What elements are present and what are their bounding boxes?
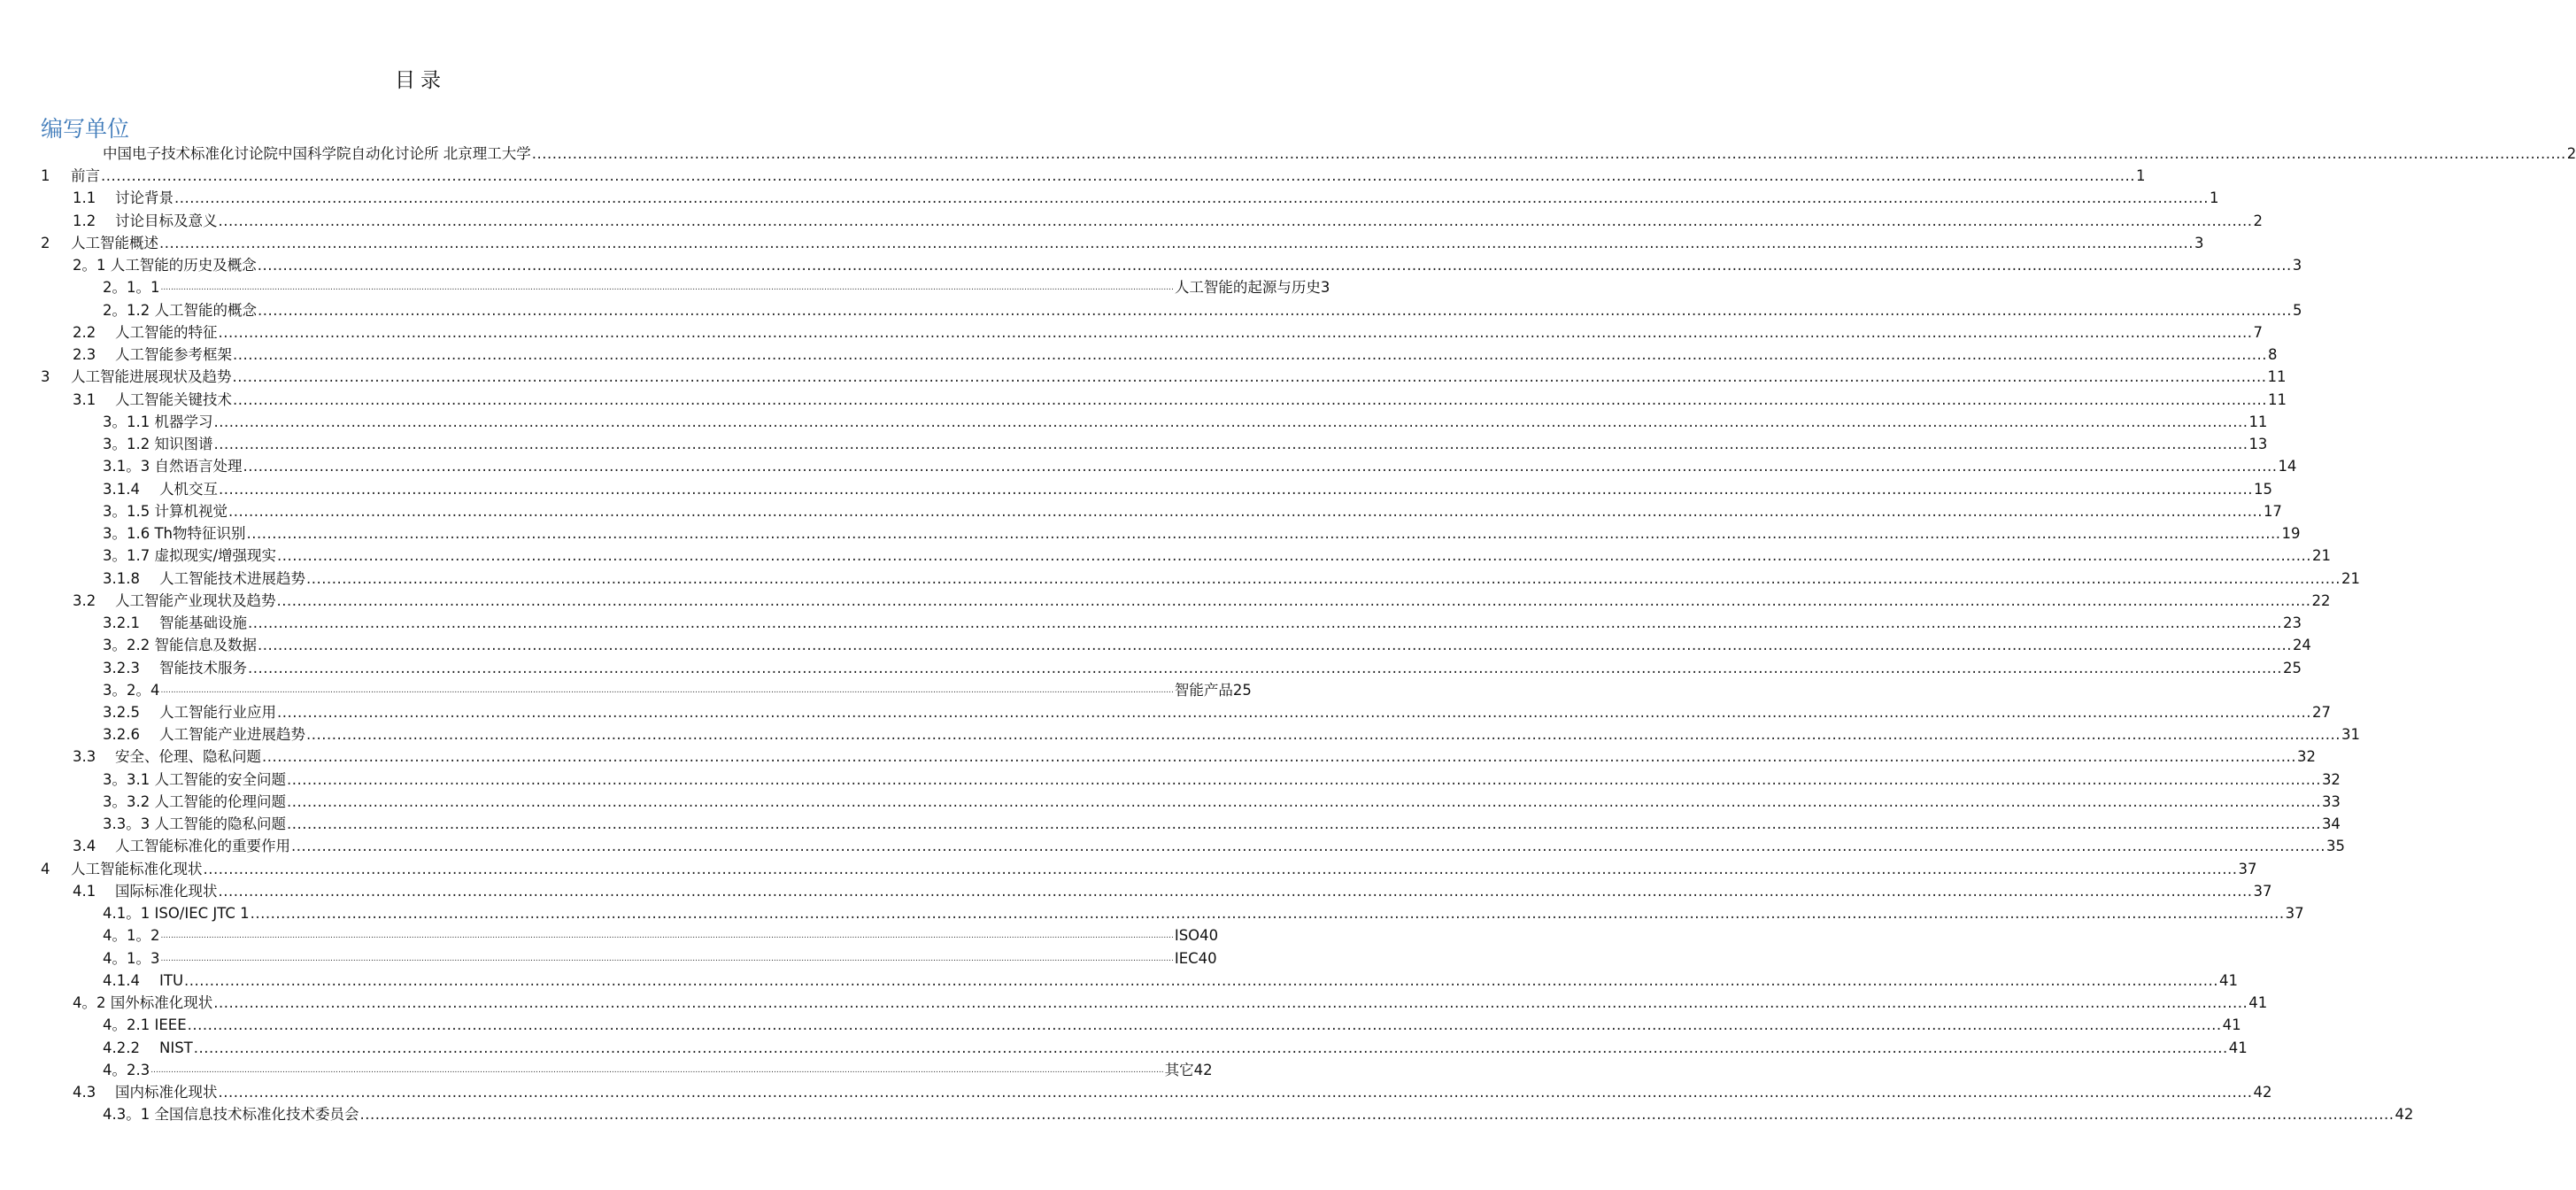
- toc-entry-page: 11: [2248, 413, 2268, 430]
- toc-dot-leader: ................................................................................................................................................................................................................................................................................................................................................................................................................: [277, 547, 2311, 565]
- toc-entry[interactable]: [103, 767, 2341, 789]
- toc-entry-number: 1.1: [73, 189, 96, 207]
- toc-entry-label: 人工智能标准化的重要作用: [115, 838, 290, 855]
- toc-entry-page: 27: [2311, 704, 2331, 721]
- toc-entry[interactable]: [103, 1101, 2414, 1124]
- toc-entry-number: 3.1.4: [103, 480, 140, 498]
- toc-entry-label: 3。2。4: [103, 681, 160, 699]
- toc-dot-leader: ................................................................................................................................................................................................................................................................................................................................................................................................................: [286, 815, 2321, 833]
- toc-dot-leader: ................................................................................................................................................................................................................................................................................................................................................................................................................: [243, 458, 2278, 475]
- toc-entry-page: 7: [2253, 323, 2263, 341]
- toc-entry-page: 2: [2253, 212, 2263, 229]
- toc-entry-page: 11: [2267, 368, 2287, 386]
- toc-entry-page: IEC40: [1174, 949, 1217, 967]
- toc-entry[interactable]: [73, 1079, 2272, 1101]
- toc-entry-page: 37: [2253, 882, 2272, 900]
- toc-entry[interactable]: [103, 789, 2341, 811]
- toc-entry-label: 人工智能产业现状及趋势: [115, 591, 276, 609]
- toc-entry[interactable]: [103, 431, 2268, 453]
- toc-dot-leader: ................................................................................................................................................................................................................................................................................................................................................................................................................: [250, 905, 2285, 923]
- toc-entry[interactable]: [73, 387, 2287, 409]
- toc-dot-leader: ................................................................................................................................................................................................................................................................................................................................................................................................................: [218, 323, 2253, 341]
- toc-entry-page: 32: [2296, 748, 2316, 766]
- toc-entry[interactable]: [41, 856, 2257, 878]
- toc-entry-page: 智能产品25: [1174, 681, 1252, 699]
- toc-dot-leader: ................................................................................................................................................................................................................................................................................................................................................................................................................: [276, 591, 2311, 609]
- toc-entry[interactable]: [41, 230, 2204, 252]
- toc-entry[interactable]: [103, 298, 2302, 320]
- toc-entry[interactable]: [103, 946, 1217, 968]
- toc-entry-page: 3: [2194, 234, 2204, 251]
- toc-entry-page: 33: [2321, 792, 2341, 810]
- toc-dot-leader: ................................................................................................................................................................................................................................................................................................................................................................................................................: [203, 860, 2238, 877]
- section-heading-authors: 编写单位: [41, 116, 130, 142]
- toc-entry-label: 2。1。1: [103, 279, 160, 297]
- toc-entry-page: 31: [2341, 726, 2360, 744]
- toc-dot-leader: ................................................................................................................................................................................................................................................................................................................................................................................................................: [159, 234, 2194, 251]
- toc-entry[interactable]: [103, 498, 2282, 521]
- toc-entry-label: 4。1。2: [103, 927, 160, 945]
- toc-dot-leader: ................................................................................................................................................................................................................................................................................................................................................................................................................: [160, 931, 1174, 941]
- toc-entry-number: 3.2.3: [103, 659, 140, 676]
- toc-entry[interactable]: [103, 968, 2238, 990]
- toc-entry[interactable]: [103, 900, 2304, 923]
- toc-dot-leader: ................................................................................................................................................................................................................................................................................................................................................................................................................: [233, 390, 2267, 408]
- toc-title: 目录: [395, 69, 446, 92]
- toc-dot-leader: ................................................................................................................................................................................................................................................................................................................................................................................................................: [306, 726, 2341, 744]
- toc-entry-number: 4.3: [73, 1084, 96, 1101]
- toc-entry[interactable]: [103, 655, 2302, 677]
- toc-entry-number: 1.2: [73, 212, 96, 229]
- toc-entry-label: 3。1.7 虚拟现实/增强现实: [103, 547, 277, 565]
- toc-entry-label: 2。1 人工智能的历史及概念: [73, 257, 257, 274]
- toc-entry[interactable]: [103, 476, 2272, 498]
- toc-dot-leader: ................................................................................................................................................................................................................................................................................................................................................................................................................: [257, 637, 2292, 654]
- toc-entry-label: 3。1.5 计算机视觉: [103, 502, 228, 520]
- toc-entry-label: 中国电子技术标准化讨论院中国科学院自动化讨论所 北京理工大学: [103, 145, 531, 162]
- toc-entry-number: 3.2: [73, 591, 96, 609]
- toc-entry-page: 41: [2222, 1016, 2241, 1034]
- toc-entry-label: 3.1。3 自然语言处理: [103, 458, 243, 475]
- toc-entry-page: 1: [2209, 189, 2219, 207]
- toc-entry-page: 8: [2267, 346, 2278, 364]
- toc-dot-leader: ................................................................................................................................................................................................................................................................................................................................................................................................................: [218, 212, 2253, 229]
- toc-entry[interactable]: [73, 342, 2278, 364]
- toc-entry-label: 智能技术服务: [159, 659, 247, 676]
- toc-dot-leader: ................................................................................................................................................................................................................................................................................................................................................................................................................: [291, 838, 2325, 855]
- toc-entry-page: 24: [2292, 637, 2311, 654]
- toc-dot-leader: ................................................................................................................................................................................................................................................................................................................................................................................................................: [193, 1039, 2228, 1056]
- toc-entry-number: 2.2: [73, 323, 96, 341]
- toc-entry[interactable]: [103, 521, 2301, 543]
- toc-entry-page: 41: [2228, 1039, 2248, 1056]
- toc-entry-page: 23: [2282, 614, 2302, 632]
- toc-entry[interactable]: [103, 632, 2311, 654]
- toc-entry-label: 人工智能标准化现状: [71, 860, 203, 877]
- toc-entry-page: 35: [2325, 838, 2345, 855]
- toc-entry-number: 2: [41, 234, 50, 251]
- toc-entry-label: 智能基础设施: [159, 614, 247, 632]
- toc-entry-page: 42: [2253, 1084, 2272, 1101]
- toc-entry[interactable]: [73, 252, 2302, 274]
- toc-entry-number: 4.1: [73, 882, 96, 900]
- toc-entry-label: 国际标准化现状: [115, 882, 218, 900]
- toc-dot-leader: ................................................................................................................................................................................................................................................................................................................................................................................................................: [286, 770, 2321, 788]
- toc-entry-number: 2.3: [73, 346, 96, 364]
- toc-entry-label: 前言: [71, 167, 100, 185]
- toc-dot-leader: ................................................................................................................................................................................................................................................................................................................................................................................................................: [248, 614, 2282, 632]
- toc-entry-label: 4.3。1 全国信息技术标准化技术委员会: [103, 1106, 359, 1124]
- toc-entry-page: 41: [2218, 971, 2238, 989]
- toc-entry-label: 3.3。3 人工智能的隐私问题: [103, 815, 286, 833]
- toc-entry-label: 3。3.1 人工智能的安全问题: [103, 770, 286, 788]
- toc-entry[interactable]: [103, 1035, 2248, 1057]
- toc-entry-page: 41: [2248, 994, 2268, 1012]
- toc-entry-label: 4.1。1 ISO/IEC JTC 1: [103, 905, 250, 923]
- toc-entry-page: 19: [2281, 525, 2301, 543]
- toc-entry-label: ITU: [159, 971, 184, 989]
- toc-entry-number: 1: [41, 167, 50, 185]
- toc-entry-page: 25: [2282, 659, 2302, 676]
- toc-dot-leader: ................................................................................................................................................................................................................................................................................................................................................................................................................: [228, 502, 2263, 520]
- toc-entry[interactable]: [103, 811, 2341, 833]
- toc-dot-leader: ................................................................................................................................................................................................................................................................................................................................................................................................................: [246, 525, 2281, 543]
- toc-dot-leader: ................................................................................................................................................................................................................................................................................................................................................................................................................: [213, 436, 2248, 453]
- toc-entry-label: 讨论背景: [115, 189, 174, 207]
- toc-entry-label: 人工智能行业应用: [159, 704, 276, 721]
- toc-entry-number: 3.3: [73, 748, 96, 766]
- toc-entry-label: 人工智能技术进展趋势: [159, 569, 305, 587]
- toc-entry[interactable]: [103, 923, 1219, 945]
- toc-dot-leader: ................................................................................................................................................................................................................................................................................................................................................................................................................: [277, 704, 2311, 721]
- toc-entry-page: 42: [2395, 1106, 2414, 1124]
- toc-dot-leader: ................................................................................................................................................................................................................................................................................................................................................................................................................: [306, 569, 2341, 587]
- toc-entry-label: 人工智能关键技术: [115, 390, 232, 408]
- toc-entry-page: 人工智能的起源与历史3: [1174, 279, 1330, 297]
- toc-entry[interactable]: [103, 722, 2360, 744]
- toc-entry[interactable]: [103, 543, 2331, 565]
- toc-entry-page: 3: [2292, 257, 2302, 274]
- toc-dot-leader: ................................................................................................................................................................................................................................................................................................................................................................................................................: [218, 882, 2253, 900]
- toc-entry-page: 14: [2278, 458, 2297, 475]
- toc-entry-page: 22: [2311, 591, 2331, 609]
- toc-dot-leader: ................................................................................................................................................................................................................................................................................................................................................................................................................: [248, 659, 2282, 676]
- toc-dot-leader: ................................................................................................................................................................................................................................................................................................................................................................................................................: [257, 257, 2292, 274]
- toc-dot-leader: ................................................................................................................................................................................................................................................................................................................................................................................................................: [262, 748, 2296, 766]
- toc-entry-page: 15: [2253, 480, 2272, 498]
- toc-entry[interactable]: [103, 1057, 1213, 1079]
- toc-entry[interactable]: [103, 453, 2297, 475]
- toc-entry-label: 国内标准化现状: [115, 1084, 218, 1101]
- toc-dot-leader: ................................................................................................................................................................................................................................................................................................................................................................................................................: [232, 368, 2267, 386]
- toc-entry-page: 32: [2321, 770, 2341, 788]
- toc-entry[interactable]: [103, 610, 2302, 632]
- toc-entry-number: 3.2.5: [103, 704, 140, 721]
- toc-entry-page: 13: [2248, 436, 2268, 453]
- toc-entry[interactable]: [73, 878, 2272, 900]
- toc-entry[interactable]: [103, 566, 2360, 588]
- toc-entry-label: 讨论目标及意义: [115, 212, 218, 229]
- toc-entry[interactable]: [103, 1012, 2241, 1034]
- toc-entry-label: 人机交互: [159, 480, 218, 498]
- toc-entry-page: 34: [2321, 815, 2341, 833]
- toc-dot-leader: ................................................................................................................................................................................................................................................................................................................................................................................................................: [233, 346, 2267, 364]
- toc-entry[interactable]: [103, 699, 2331, 722]
- toc-entry-page: 2: [2566, 145, 2576, 162]
- toc-entry-label: 3。1.1 机器学习: [103, 413, 213, 430]
- toc-entry[interactable]: [73, 744, 2316, 766]
- toc-entry[interactable]: [103, 141, 2576, 163]
- toc-entry[interactable]: [73, 320, 2263, 342]
- toc-entry-number: 3: [41, 368, 50, 386]
- toc-entry-number: 4: [41, 860, 50, 877]
- toc-entry-label: 3。1.6 Th物特征识别: [103, 525, 246, 543]
- toc-entry-label: NIST: [159, 1039, 193, 1056]
- toc-entry-number: 3.2.6: [103, 726, 140, 744]
- toc-entry-label: 4。2.1 IEEE: [103, 1016, 187, 1034]
- toc-entry[interactable]: [41, 364, 2287, 386]
- toc-entry-page: 5: [2292, 301, 2302, 319]
- toc-entry-label: 人工智能参考框架: [115, 346, 232, 364]
- toc-entry-page: 17: [2263, 502, 2282, 520]
- toc-dot-leader: ................................................................................................................................................................................................................................................................................................................................................................................................................: [219, 480, 2253, 498]
- toc-dot-leader: ................................................................................................................................................................................................................................................................................................................................................................................................................: [218, 1084, 2253, 1101]
- toc-dot-leader: ................................................................................................................................................................................................................................................................................................................................................................................................................: [213, 413, 2248, 430]
- toc-dot-leader: ................................................................................................................................................................................................................................................................................................................................................................................................................: [160, 954, 1174, 963]
- toc-dot-leader: ................................................................................................................................................................................................................................................................................................................................................................................................................: [213, 994, 2248, 1012]
- toc-entry-label: 2。1.2 人工智能的概念: [103, 301, 257, 319]
- toc-entry[interactable]: [73, 833, 2345, 855]
- toc-dot-leader: ................................................................................................................................................................................................................................................................................................................................................................................................................: [174, 189, 2209, 207]
- toc-entry[interactable]: [73, 990, 2268, 1012]
- toc-dot-leader: ................................................................................................................................................................................................................................................................................................................................................................................................................: [150, 1065, 1164, 1075]
- toc-entry-number: 3.1.8: [103, 569, 140, 587]
- toc-entry-number: 4.1.4: [103, 971, 140, 989]
- toc-entry[interactable]: [103, 274, 1330, 297]
- toc-entry[interactable]: [73, 588, 2331, 610]
- toc-entry-label: 人工智能进展现状及趋势: [71, 368, 232, 386]
- toc-entry-page: 21: [2341, 569, 2360, 587]
- toc-entry-label: 3。2.2 智能信息及数据: [103, 637, 257, 654]
- toc-dot-leader: ................................................................................................................................................................................................................................................................................................................................................................................................................: [101, 167, 2135, 185]
- toc-entry-label: 人工智能产业进展趋势: [159, 726, 305, 744]
- toc-entry-label: 人工智能概述: [71, 234, 158, 251]
- toc-entry-number: 4.2.2: [103, 1039, 140, 1056]
- toc-entry-page: 21: [2312, 547, 2331, 565]
- toc-entry-label: 4。1。3: [103, 949, 160, 967]
- toc-dot-leader: ................................................................................................................................................................................................................................................................................................................................................................................................................: [187, 1016, 2222, 1034]
- toc-entry-page: 37: [2238, 860, 2257, 877]
- toc-entry-page: 11: [2267, 390, 2287, 408]
- toc-dot-leader: ................................................................................................................................................................................................................................................................................................................................................................................................................: [531, 145, 2566, 162]
- toc-dot-leader: ................................................................................................................................................................................................................................................................................................................................................................................................................: [184, 971, 2218, 989]
- toc-entry[interactable]: [73, 208, 2263, 230]
- toc-entry-label: 人工智能的特征: [115, 323, 218, 341]
- toc-entry-page: ISO40: [1174, 927, 1219, 945]
- toc-entry-number: 3.2.1: [103, 614, 140, 632]
- toc-dot-leader: ................................................................................................................................................................................................................................................................................................................................................................................................................: [160, 685, 1174, 695]
- toc-entry-label: 3。3.2 人工智能的伦理问题: [103, 792, 286, 810]
- toc-entry-label: 3。1.2 知识图谱: [103, 436, 213, 453]
- toc-dot-leader: ................................................................................................................................................................................................................................................................................................................................................................................................................: [286, 792, 2321, 810]
- toc-entry-page: 37: [2285, 905, 2304, 923]
- toc-entry-number: 3.4: [73, 838, 96, 855]
- toc-entry-label: 4。2.3: [103, 1061, 150, 1078]
- toc-entry[interactable]: [103, 677, 1252, 699]
- toc-entry-page: 其它42: [1164, 1061, 1213, 1078]
- toc-dot-leader: ................................................................................................................................................................................................................................................................................................................................................................................................................: [257, 301, 2292, 319]
- toc-entry-label: 4。2 国外标准化现状: [73, 994, 213, 1012]
- toc-dot-leader: ................................................................................................................................................................................................................................................................................................................................................................................................................: [160, 283, 1174, 293]
- toc-entry-number: 3.1: [73, 390, 96, 408]
- toc-dot-leader: ................................................................................................................................................................................................................................................................................................................................................................................................................: [359, 1106, 2395, 1124]
- toc-entry[interactable]: [103, 409, 2268, 431]
- toc-entry-page: 1: [2135, 167, 2146, 185]
- toc-entry[interactable]: [73, 185, 2219, 207]
- toc-entry[interactable]: [41, 163, 2146, 185]
- toc-entry-label: 安全、伦理、隐私问题: [115, 748, 261, 766]
